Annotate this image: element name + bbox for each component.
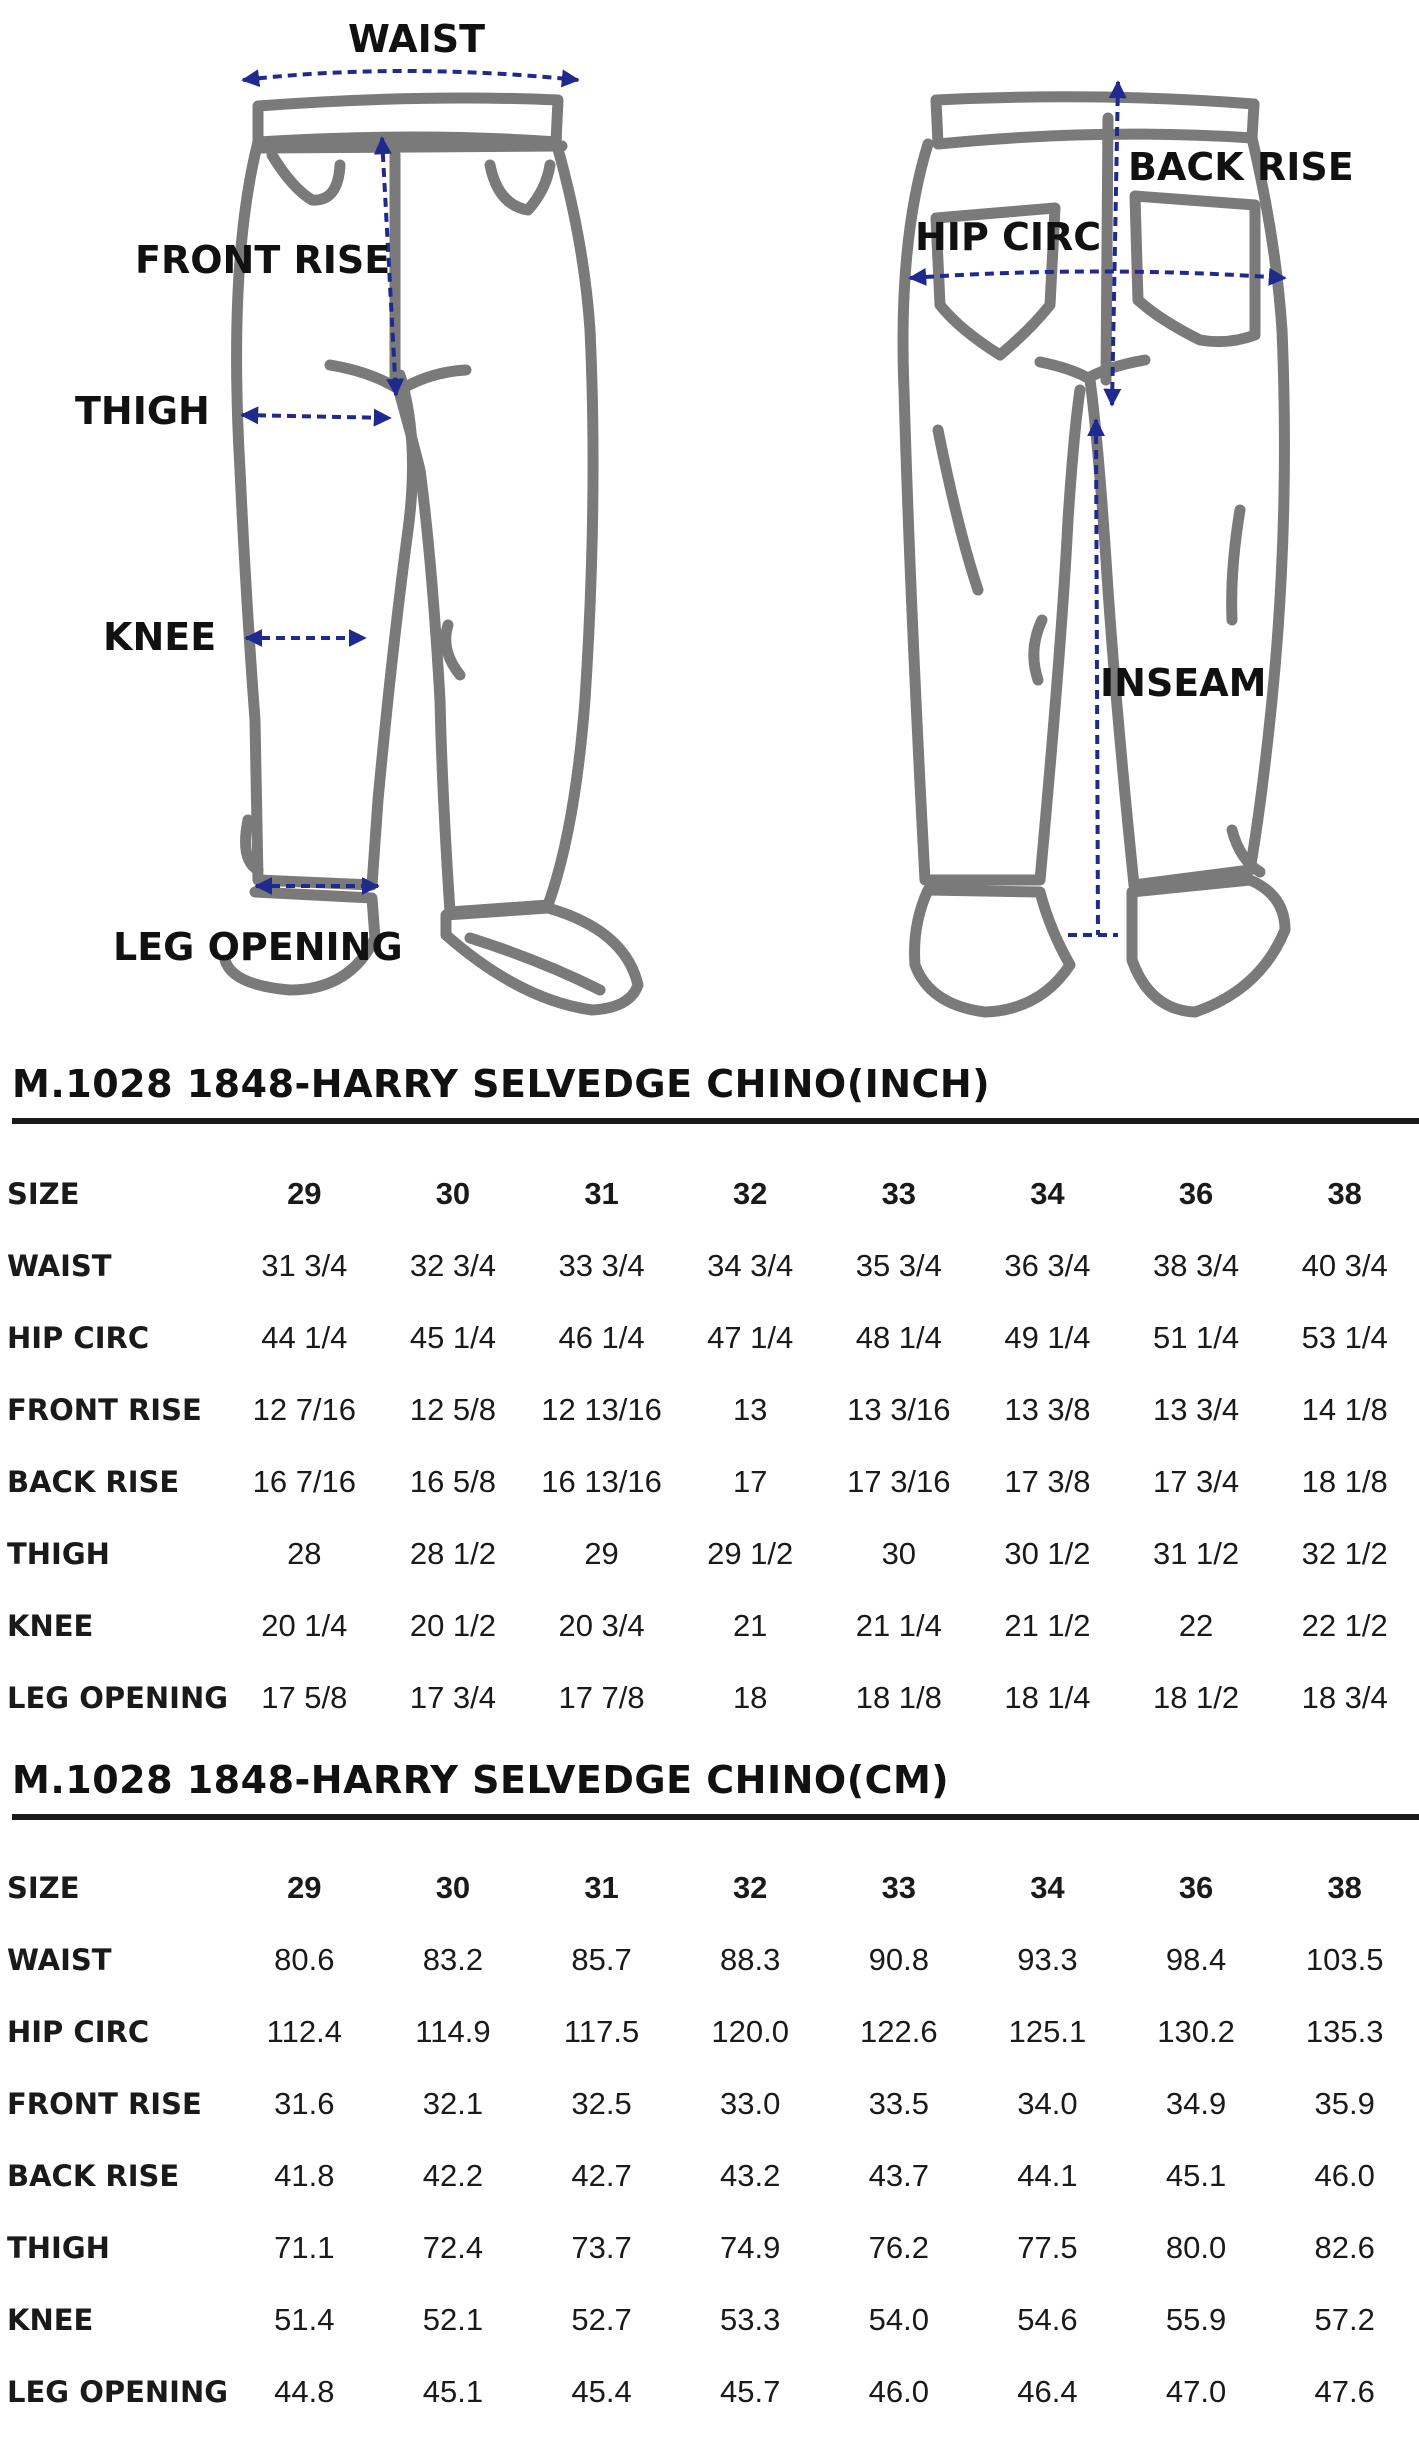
cm-table-title: M.1028 1848-HARRY SELVEDGE CHINO(CM) <box>12 1758 950 1802</box>
cell-value: 20 1/4 <box>261 1608 348 1643</box>
cm-table-row <box>0 2284 1419 2356</box>
cell-value: 30 1/2 <box>1004 1536 1091 1571</box>
row-label: SIZE <box>7 1871 80 1905</box>
cm-title-rule <box>12 1814 1419 1820</box>
cell-value: 20 1/2 <box>409 1608 497 1643</box>
cell-value: 40 3/4 <box>1301 1248 1388 1283</box>
cell-value: 51.4 <box>274 2302 335 2337</box>
cm-table-row <box>0 2212 1419 2284</box>
cell-value: 35.9 <box>1314 2086 1375 2121</box>
cell-value: 13 3/8 <box>1004 1392 1091 1427</box>
cell-value: 32 3/4 <box>409 1248 497 1283</box>
row-label: KNEE <box>7 2303 94 2337</box>
inch-table-title: M.1028 1848-HARRY SELVEDGE CHINO(INCH) <box>12 1062 991 1106</box>
cell-value: 17 3/4 <box>409 1680 497 1715</box>
cell-value: 38 <box>1327 1870 1362 1905</box>
cm-table-body <box>0 1852 1419 2428</box>
cell-value: 33 <box>881 1870 917 1905</box>
cell-value: 46.0 <box>868 2374 929 2409</box>
cell-value: 49 1/4 <box>1004 1320 1091 1355</box>
cell-value: 28 <box>287 1536 322 1571</box>
cell-value: 29 <box>287 1870 322 1905</box>
cell-value: 21 1/2 <box>1004 1608 1091 1643</box>
cell-value: 47 1/4 <box>707 1320 794 1355</box>
cell-value: 72.4 <box>422 2230 484 2265</box>
cell-value: 22 <box>1178 1608 1214 1643</box>
cell-value: 57.2 <box>1314 2302 1375 2337</box>
inseam-arrow <box>1096 420 1098 935</box>
cell-value: 30 <box>881 1536 917 1571</box>
cm-table-row <box>0 1924 1419 1996</box>
row-label: BACK RISE <box>7 2159 180 2193</box>
cell-value: 54.6 <box>1017 2302 1078 2337</box>
cell-value: 17 7/8 <box>558 1680 645 1715</box>
cell-value: 33 <box>881 1176 917 1211</box>
cell-value: 21 1/4 <box>855 1608 942 1643</box>
cell-value: 38 <box>1327 1176 1362 1211</box>
thigh-arrow <box>242 415 390 418</box>
cell-value: 17 3/8 <box>1004 1464 1091 1499</box>
cell-value: 30 <box>435 1176 471 1211</box>
cell-value: 46.0 <box>1314 2158 1375 2193</box>
cell-value: 103.5 <box>1305 1942 1384 1977</box>
cell-value: 42.2 <box>422 2158 484 2193</box>
cell-value: 52.1 <box>422 2302 484 2337</box>
row-label: WAIST <box>7 1943 112 1977</box>
cm-header-row <box>0 1852 1419 1924</box>
cell-value: 17 3/16 <box>847 1464 951 1499</box>
row-label: THIGH <box>7 2231 110 2265</box>
cell-value: 80.6 <box>274 1942 335 1977</box>
cell-value: 114.9 <box>415 2014 491 2049</box>
cell-value: 18 <box>732 1680 768 1715</box>
cell-value: 29 <box>584 1536 619 1571</box>
back-rise-label: BACK RISE <box>1128 145 1354 189</box>
cell-value: 130.2 <box>1157 2014 1235 2049</box>
cell-value: 16 5/8 <box>409 1464 497 1499</box>
cell-value: 33 3/4 <box>558 1248 645 1283</box>
cell-value: 48 1/4 <box>855 1320 942 1355</box>
cm-table-row <box>0 1996 1419 2068</box>
cell-value: 80.0 <box>1165 2230 1227 2265</box>
cell-value: 29 <box>287 1176 322 1211</box>
front-rise-label: FRONT RISE <box>135 238 391 282</box>
cell-value: 45.4 <box>571 2374 632 2409</box>
cell-value: 76.2 <box>868 2230 929 2265</box>
row-label: FRONT RISE <box>7 1393 202 1427</box>
cell-value: 83.2 <box>422 1942 484 1977</box>
row-label: SIZE <box>7 1177 80 1211</box>
cm-table-row <box>0 2356 1419 2428</box>
thigh-label: THIGH <box>75 389 210 433</box>
cell-value: 32.1 <box>422 2086 484 2121</box>
front-pants-illustration <box>225 98 638 1010</box>
hip-circ-label: HIP CIRC <box>915 215 1102 259</box>
cell-value: 44 1/4 <box>261 1320 348 1355</box>
cell-value: 44.8 <box>274 2374 335 2409</box>
cell-value: 29 1/2 <box>707 1536 794 1571</box>
cell-value: 18 3/4 <box>1301 1680 1388 1715</box>
cell-value: 33.5 <box>868 2086 929 2121</box>
cell-value: 43.7 <box>868 2158 929 2193</box>
hip-circ-arrow <box>910 272 1285 279</box>
row-label: KNEE <box>7 1609 94 1643</box>
inch-table-row <box>0 1374 1419 1446</box>
cell-value: 18 1/2 <box>1152 1680 1240 1715</box>
cell-value: 14 1/8 <box>1301 1392 1388 1427</box>
cell-value: 88.3 <box>720 1942 781 1977</box>
cm-table-row <box>0 2068 1419 2140</box>
cell-value: 54.0 <box>868 2302 929 2337</box>
cell-value: 93.3 <box>1017 1942 1078 1977</box>
cell-value: 30 <box>435 1870 471 1905</box>
cell-value: 32 <box>732 1870 768 1905</box>
cell-value: 18 1/8 <box>855 1680 942 1715</box>
inch-table-row <box>0 1230 1419 1302</box>
cell-value: 51 1/4 <box>1152 1320 1240 1355</box>
inch-table-body <box>0 1158 1419 1734</box>
cell-value: 18 1/4 <box>1004 1680 1091 1715</box>
cell-value: 16 7/16 <box>252 1464 357 1499</box>
cell-value: 117.5 <box>563 2014 640 2049</box>
inch-table-row <box>0 1590 1419 1662</box>
cell-value: 55.9 <box>1165 2302 1227 2337</box>
waist-label: WAIST <box>348 17 486 61</box>
inseam-label: INSEAM <box>1100 661 1267 705</box>
waist-arrow <box>243 71 578 80</box>
cell-value: 34.0 <box>1017 2086 1078 2121</box>
cell-value: 31 1/2 <box>1152 1536 1240 1571</box>
inch-header-row <box>0 1158 1419 1230</box>
cell-value: 45.1 <box>422 2374 484 2409</box>
cell-value: 32 <box>732 1176 768 1211</box>
inch-table-row <box>0 1518 1419 1590</box>
cell-value: 38 3/4 <box>1152 1248 1240 1283</box>
cell-value: 18 1/8 <box>1301 1464 1388 1499</box>
row-label: HIP CIRC <box>7 1321 150 1355</box>
cell-value: 13 <box>732 1392 768 1427</box>
cell-value: 34.9 <box>1165 2086 1227 2121</box>
cell-value: 43.2 <box>720 2158 781 2193</box>
cell-value: 21 <box>732 1608 768 1643</box>
cell-value: 77.5 <box>1017 2230 1078 2265</box>
knee-label: KNEE <box>103 615 217 659</box>
cell-value: 73.7 <box>571 2230 632 2265</box>
cell-value: 47.6 <box>1314 2374 1375 2409</box>
inch-size-table <box>0 1158 1419 1734</box>
cell-value: 32.5 <box>571 2086 632 2121</box>
cell-value: 35 3/4 <box>855 1248 942 1283</box>
cell-value: 53 1/4 <box>1301 1320 1388 1355</box>
cell-value: 52.7 <box>571 2302 632 2337</box>
cell-value: 42.7 <box>571 2158 632 2193</box>
cell-value: 34 3/4 <box>707 1248 794 1283</box>
cell-value: 34 <box>1030 1870 1065 1905</box>
cell-value: 12 13/16 <box>541 1392 662 1427</box>
cell-value: 31 <box>584 1176 619 1211</box>
cell-value: 17 <box>732 1464 768 1499</box>
cell-value: 36 <box>1178 1870 1214 1905</box>
cell-value: 44.1 <box>1017 2158 1078 2193</box>
row-label: LEG OPENING <box>7 2375 229 2409</box>
cell-value: 90.8 <box>868 1942 929 1977</box>
cm-size-table <box>0 1852 1419 2428</box>
cell-value: 16 13/16 <box>541 1464 662 1499</box>
row-label: LEG OPENING <box>7 1681 229 1715</box>
cell-value: 17 3/4 <box>1152 1464 1240 1499</box>
cell-value: 32 1/2 <box>1301 1536 1388 1571</box>
cell-value: 45.1 <box>1165 2158 1227 2193</box>
cell-value: 34 <box>1030 1176 1065 1211</box>
cell-value: 135.3 <box>1305 2014 1384 2049</box>
cm-table-row <box>0 2140 1419 2212</box>
cell-value: 31.6 <box>274 2086 335 2121</box>
cell-value: 12 5/8 <box>409 1392 497 1427</box>
cell-value: 125.1 <box>1008 2014 1087 2049</box>
cell-value: 98.4 <box>1165 1942 1227 1977</box>
cell-value: 71.1 <box>274 2230 335 2265</box>
cell-value: 112.4 <box>266 2014 342 2049</box>
inch-title-rule <box>12 1118 1419 1124</box>
inch-table-row <box>0 1302 1419 1374</box>
cell-value: 28 1/2 <box>409 1536 497 1571</box>
cell-value: 36 3/4 <box>1004 1248 1091 1283</box>
row-label: HIP CIRC <box>7 2015 150 2049</box>
cell-value: 13 3/4 <box>1152 1392 1240 1427</box>
row-label: FRONT RISE <box>7 2087 202 2121</box>
cell-value: 74.9 <box>720 2230 781 2265</box>
cell-value: 45 1/4 <box>409 1320 497 1355</box>
leg-opening-label: LEG OPENING <box>113 925 403 969</box>
cell-value: 85.7 <box>571 1942 632 1977</box>
cell-value: 120.0 <box>711 2014 789 2049</box>
inch-table-row <box>0 1662 1419 1734</box>
inch-table-row <box>0 1446 1419 1518</box>
cell-value: 46 1/4 <box>558 1320 645 1355</box>
pants-measurement-diagram <box>0 0 1419 1040</box>
cell-value: 12 7/16 <box>252 1392 357 1427</box>
cell-value: 45.7 <box>720 2374 781 2409</box>
cell-value: 53.3 <box>720 2302 781 2337</box>
cell-value: 82.6 <box>1314 2230 1375 2265</box>
cell-value: 20 3/4 <box>558 1608 645 1643</box>
cell-value: 31 3/4 <box>261 1248 348 1283</box>
cell-value: 22 1/2 <box>1301 1608 1388 1643</box>
row-label: WAIST <box>7 1249 112 1283</box>
cell-value: 31 <box>584 1870 619 1905</box>
row-label: THIGH <box>7 1537 110 1571</box>
cell-value: 17 5/8 <box>261 1680 348 1715</box>
cell-value: 41.8 <box>274 2158 335 2193</box>
cell-value: 33.0 <box>720 2086 781 2121</box>
cell-value: 122.6 <box>860 2014 938 2049</box>
row-label: BACK RISE <box>7 1465 180 1499</box>
cell-value: 47.0 <box>1165 2374 1227 2409</box>
cell-value: 36 <box>1178 1176 1214 1211</box>
cell-value: 13 3/16 <box>847 1392 951 1427</box>
cell-value: 46.4 <box>1017 2374 1078 2409</box>
